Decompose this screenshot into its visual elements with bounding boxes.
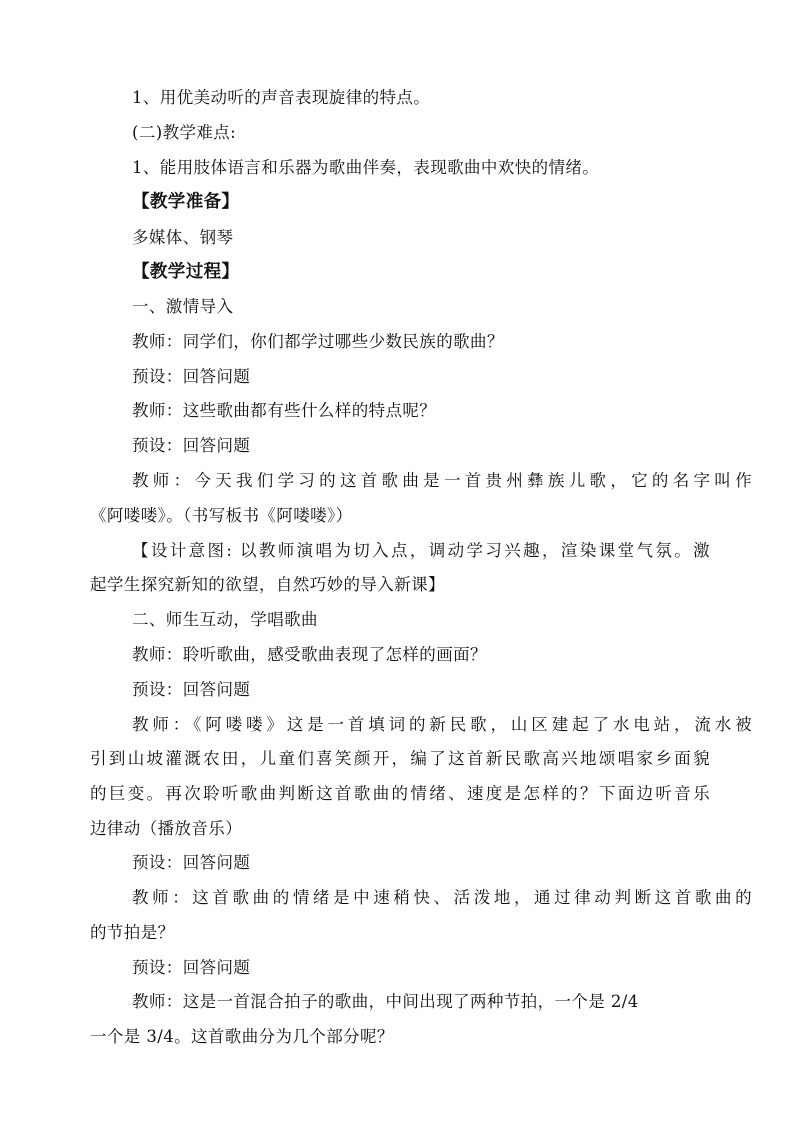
- dialogue-line: 教师：这首歌曲的情绪是中速稍快、活泼地，通过律动判断这首歌曲的: [132, 888, 752, 907]
- dialogue-line: 教师：《阿喽喽》这是一首填词的新民歌，山区建起了水电站，流水被: [132, 715, 752, 734]
- section-heading: (二)教学难点:: [132, 123, 237, 142]
- dialogue-line: 的巨变。再次聆听歌曲判断这首歌曲的情绪、速度是怎样的？下面边听音乐: [90, 784, 710, 803]
- section-heading: 二、师生互动，学唱歌曲: [132, 610, 318, 629]
- dialogue-line: 边律动（播放音乐）: [90, 819, 243, 838]
- design-intent: 【设计意图: 以教师演唱为切入点，调动学习兴趣，渲染课堂气氛。激: [132, 541, 710, 560]
- paragraph-line: 多媒体、钢琴: [132, 228, 234, 247]
- dialogue-line: 引到山坡灌溉农田，儿童们喜笑颜开，编了这首新民歌高兴地颂唱家乡面貌: [90, 749, 710, 768]
- dialogue-line: 教师：这些歌曲都有些什么样的特点呢？: [132, 401, 437, 420]
- dialogue-line: 预设：回答问题: [132, 436, 251, 455]
- dialogue-line: 一个是 3/4。这首歌曲分为几个部分呢？: [90, 1027, 394, 1046]
- design-intent: 起学生探究新知的欲望，自然巧妙的导入新课】: [90, 575, 445, 594]
- heading-process: 【教学过程】: [132, 262, 240, 282]
- dialogue-line: 预设：回答问题: [132, 680, 251, 699]
- dialogue-line: 教师：同学们，你们都学过哪些少数民族的歌曲？: [132, 332, 504, 351]
- dialogue-line: 预设：回答问题: [132, 853, 251, 872]
- heading-preparation: 【教学准备】: [132, 192, 240, 212]
- dialogue-line: 教师：今天我们学习的这首歌曲是一首贵州彝族儿歌，它的名字叫作: [132, 471, 752, 490]
- difficulty-line: 1、能用肢体语言和乐器为歌曲伴奏，表现歌曲中欢快的情绪。: [132, 158, 600, 177]
- objective-line: 1、用优美动听的声音表现旋律的特点。: [132, 88, 431, 107]
- section-heading: 一、激情导入: [132, 297, 234, 316]
- dialogue-line: 教师：聆听歌曲，感受歌曲表现了怎样的画面？: [132, 645, 487, 664]
- dialogue-line: 预设：回答问题: [132, 367, 251, 386]
- dialogue-line: 教师：这是一首混合拍子的歌曲，中间出现了两种节拍，一个是 2/4: [132, 992, 639, 1011]
- dialogue-line: 《阿喽喽》。（书写板书《阿喽喽》）: [90, 506, 353, 525]
- dialogue-line: 预设：回答问题: [132, 958, 251, 977]
- dialogue-line: 的节拍是？: [90, 923, 175, 942]
